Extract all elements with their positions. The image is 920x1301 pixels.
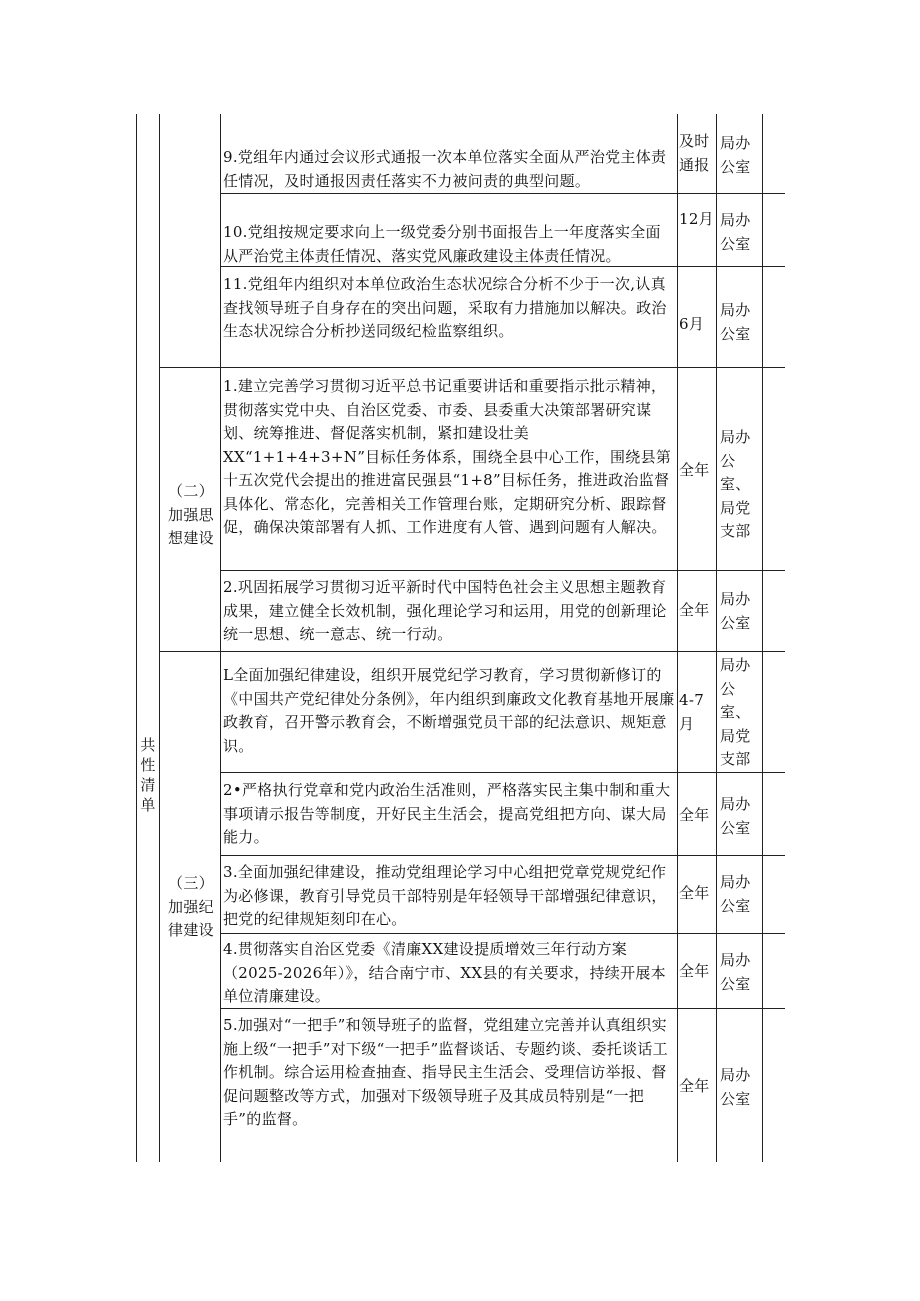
category-label: （三）加强纪律建设 xyxy=(168,874,214,939)
row-divider xyxy=(220,855,785,856)
item-time: 全年 xyxy=(679,806,710,824)
table-divider-group xyxy=(159,114,160,1162)
item-dept: 局办公室、局党支部 xyxy=(720,428,751,540)
item-time: 全年 xyxy=(679,601,710,619)
item-content: 1.建立完善学习贯彻习近平总书记重要讲话和重要指示批示精神，贯彻落实党中央、自治区党委、市委、县委重大决策部署研究谋划、统筹推进、督促落实机制，紧扣建设壮美XX“1+1+4+3+N”目标任务体系，围绕全县中心工作，围绕县第十五次党代会提出的推进富民强县“1+8”目标任务，推进政治监督具体化、常态化，完善相关工作管理台账，定期研究分析、跟踪督促，确保决策部署有人抓、工作进度有人管、遇到问题有人解决。 xyxy=(223,377,672,536)
item-dept: 局办公室、局党支部 xyxy=(720,656,751,768)
table-border-left xyxy=(136,114,137,1162)
category-label: （二）加强思想建设 xyxy=(168,482,214,547)
item-time: 全年 xyxy=(679,884,710,902)
group-label: 共性清单 xyxy=(140,736,156,814)
section-divider xyxy=(159,367,220,368)
item-content: 4.贯彻落实自治区党委《清廉XX建设提质增效三年行动方案（2025-2026年）》，结合南宁市、XX县的有关要求，持续开展本单位清廉建设。 xyxy=(223,940,666,1005)
item-dept: 局办公室 xyxy=(720,301,751,343)
item-content: 11.党组年内组织对本单位政治生态状况综合分析不少于一次,认真查找领导班子自身存在的突出问题，采取有力措施加以解决。政治生态状况综合分析抄送同级纪检监察组织。 xyxy=(223,275,667,340)
item-content: 2•严格执行党章和党内政治生活准则，严格落实民主集中制和重大事项请示报告等制度，开好民主生活会，提高党组把方向、谋大局能力。 xyxy=(223,781,671,846)
item-time: 全年 xyxy=(679,962,710,980)
table-divider-dept xyxy=(762,114,763,1162)
item-dept: 局办公室 xyxy=(720,211,751,253)
item-dept: 局办公室 xyxy=(720,873,751,915)
item-time: 6月 xyxy=(679,315,705,333)
item-dept: 局办公室 xyxy=(720,590,751,632)
item-dept: 局办公室 xyxy=(720,134,751,176)
item-content: 2.巩固拓展学习贯彻习近平新时代中国特色社会主义思想主题教育成果，建立健全长效机制，强化理论学习和运用，用党的创新理论统一思想、统一意志、统一行动。 xyxy=(223,578,667,643)
row-divider xyxy=(220,772,785,773)
item-content: 9.党组年内通过会议形式通报一次本单位落实全面从严治党主体责任情况，及时通报因责任落实不力被问责的典型问题。 xyxy=(223,148,667,190)
table-divider-category xyxy=(220,114,221,1162)
item-time: 及时通报 xyxy=(679,132,710,174)
table-divider-content xyxy=(677,114,678,1162)
row-divider xyxy=(220,193,785,194)
section-divider xyxy=(159,651,785,652)
row-divider xyxy=(220,933,785,934)
item-content: 5.加强对“一把手”和领导班子的监督，党组建立完善并认真组织实施上级“一把手”对下级“一把手”监督谈话、专题约谈、委托谈话工作机制。综合运用检查抽查、指导民主生活会、受理信访举报、督促问题整改等方式，加强对下级领导班子及其成员特别是“一把手”的监督。 xyxy=(223,1016,668,1128)
row-divider xyxy=(220,367,785,368)
item-dept: 局办公室 xyxy=(720,795,751,837)
item-time: 4-7月 xyxy=(679,691,705,733)
row-divider xyxy=(220,570,785,571)
item-time: 全年 xyxy=(679,461,710,479)
item-time: 12月 xyxy=(679,210,714,228)
item-time: 全年 xyxy=(679,1077,710,1095)
item-dept: 局办公室 xyxy=(720,951,751,993)
item-content: 3.全面加强纪律建设，推动党组理论学习中心组把党章党规党纪作为必修课，教育引导党员干部特别是年轻领导干部增强纪律意识，把党的纪律规矩刻印在心。 xyxy=(223,863,667,928)
item-dept: 局办公室 xyxy=(720,1066,751,1108)
item-content: L全面加强纪律建设，组织开展党纪学习教育，学习贯彻新修订的《中国共产党纪律处分条例》，年内组织到廉政文化教育基地开展廉政教育，召开警示教育会，不断增强党员干部的纪法意识、规矩意识。 xyxy=(223,666,675,755)
table-divider-time xyxy=(716,114,717,1162)
item-content: 10.党组按规定要求向上一级党委分别书面报告上一年度落实全面从严治党主体责任情况、落实党风廉政建设主体责任情况。 xyxy=(223,223,661,265)
